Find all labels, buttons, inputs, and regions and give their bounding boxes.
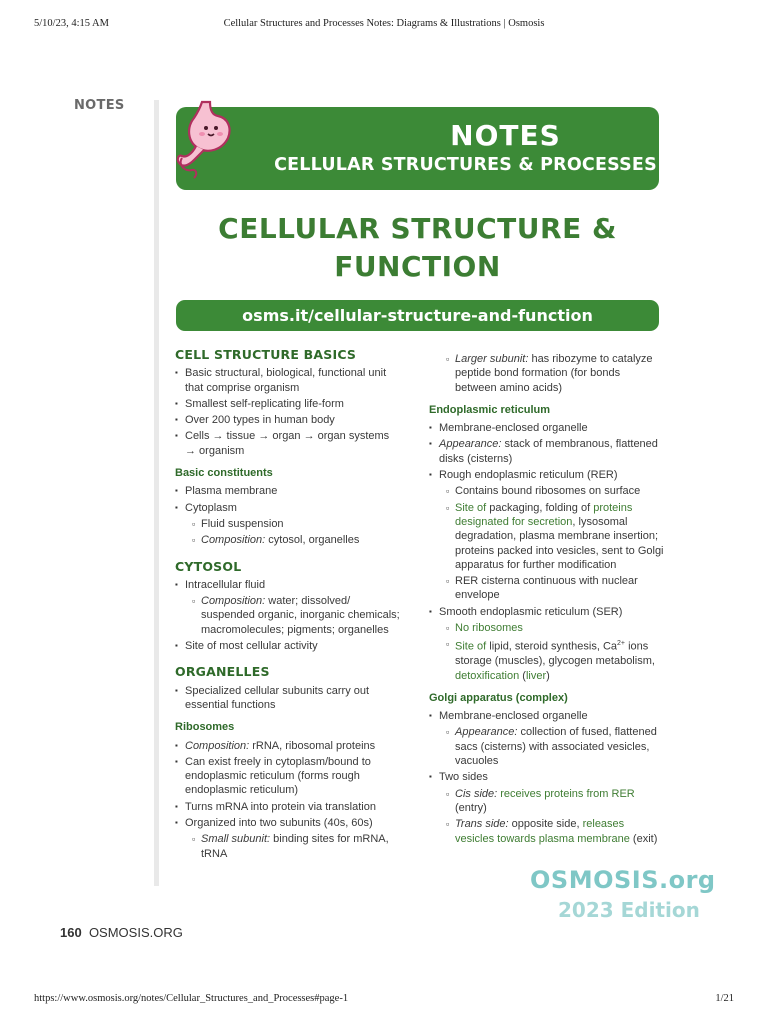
topic-link[interactable]: osms.it/cellular-structure-and-function xyxy=(176,300,659,331)
notes-banner xyxy=(176,107,659,190)
label-composition: Composition: xyxy=(201,534,266,547)
print-url: https://www.osmosis.org/notes/Cellular_Structures_and_Processes#page-1 xyxy=(34,993,349,1004)
banner-title: NOTES xyxy=(450,119,561,152)
side-notes-label: NOTES xyxy=(74,98,125,113)
sub-list-item: ▫ Cis side: receives proteins from RER (entry) xyxy=(429,787,664,816)
heading-basic-constituents: Basic constituents xyxy=(175,467,273,480)
heading-cytosol: CYTOSOL xyxy=(175,558,242,574)
footer-site: OSMOSIS.ORG xyxy=(88,925,183,940)
left-column xyxy=(175,348,400,863)
list-item: ▪ Rough endoplasmic reticulum (RER) xyxy=(429,468,664,482)
print-pager: 1/21 xyxy=(715,993,734,1004)
sub-list-item: ▫ No ribosomes xyxy=(429,621,664,635)
sub-list-item: ▫ Trans side: opposite side, releases vesicles towards plasma membrane (exit) xyxy=(429,817,664,846)
page-title-line1: CELLULAR STRUCTURE & xyxy=(218,212,617,245)
heading-ribosomes: Ribosomes xyxy=(175,721,235,734)
list-item: ▪ Can exist freely in cytoplasm/bound to endoplasmic reticulum (forms rough endoplasmic reticulum) xyxy=(175,755,400,798)
page-number: 160 xyxy=(60,925,82,940)
sub-list-item: ▫ RER cisterna continuous with nuclear envelope xyxy=(429,574,664,603)
watermark-edition: 2023 Edition xyxy=(558,898,700,922)
list-item: ▪ Composition: rRNA, ribosomal proteins xyxy=(175,739,400,753)
sub-list-item: ▫ Small subunit: binding sites for mRNA, tRNA xyxy=(175,832,400,861)
osmosis-watermark xyxy=(524,866,716,926)
page-title xyxy=(176,210,659,286)
sub-list-item: ▫ Composition: water; dissolved/ suspended organic, inorganic chemicals; macromolecules; pigments; organelles xyxy=(175,594,400,637)
browser-footer xyxy=(34,993,734,1007)
list-item: ▪ Organized into two subunits (40s, 60s) xyxy=(175,816,400,830)
banner-subtitle: CELLULAR STRUCTURES & PROCESSES xyxy=(274,155,657,175)
sub-list-item: ▫ Site of lipid, steroid synthesis, $Ca^{2+}$ ions storage (muscles), glycogen metabolism, detoxification (liver) xyxy=(429,637,664,683)
list-item: ▪ Membrane-enclosed organelle xyxy=(429,709,664,723)
list-item: ▪ Appearance: stack of membranous, flattened disks (cisterns) xyxy=(429,437,664,466)
list-item: ▪ Basic structural, biological, functional unit that comprise organism xyxy=(175,366,400,395)
list-item: ▪ Plasma membrane xyxy=(175,484,400,498)
list-item: ▪ Cells → tissue → organ → organ systems → organism xyxy=(175,429,400,458)
watermark-brand: OSMOSIS.org xyxy=(530,866,716,894)
list-item: ▪ Cytoplasm xyxy=(175,501,400,515)
sub-list-item: ▫ Composition: cytosol, organelles xyxy=(175,533,400,547)
print-datetime: 5/10/23, 4:15 AM xyxy=(34,18,109,29)
list-item: ▪ Turns mRNA into protein via translation xyxy=(175,800,400,814)
heading-endoplasmic-reticulum: Endoplasmic reticulum xyxy=(429,403,551,416)
sub-list-item: ▫ Contains bound ribosomes on surface xyxy=(429,484,664,498)
list-item: ▪ Over 200 types in human body xyxy=(175,413,400,427)
sub-list-item: ▫ Larger subunit: has ribozyme to catalyze peptide bond formation (for bonds between amino acids) xyxy=(429,352,664,395)
list-item: ▪ Intracellular fluid xyxy=(175,578,400,592)
heading-organelles: ORGANELLES xyxy=(175,664,270,680)
list-item: ▪ Two sides xyxy=(429,770,664,784)
stomach-mascot-icon xyxy=(172,98,236,182)
right-column xyxy=(429,352,664,848)
page-title-line2: FUNCTION xyxy=(334,250,501,283)
list-item: ▪ Membrane-enclosed organelle xyxy=(429,421,664,435)
page-footer xyxy=(60,925,183,940)
heading-cell-structure-basics: CELL STRUCTURE BASICS xyxy=(175,347,357,362)
sub-list-item: ▫ Fluid suspension xyxy=(175,517,400,531)
list-item: ▪ Specialized cellular subunits carry out essential functions xyxy=(175,684,400,713)
list-item: ▪ Smallest self-replicating life-form xyxy=(175,397,400,411)
sub-list-item: ▫ Appearance: collection of fused, flattened sacs (cisterns) with associated vesicles, vacuoles xyxy=(429,725,664,768)
list-item: ▪ Smooth endoplasmic reticulum (SER) xyxy=(429,605,664,619)
list-item: ▪ Site of most cellular activity xyxy=(175,639,400,653)
sub-list-item: ▫ Site of packaging, folding of proteins designated for secretion, lysosomal degradation, plasma membrane insertion; proteins packed into vesicles, sent to Golgi apparatus for further modification xyxy=(429,501,664,572)
print-page-title: Cellular Structures and Processes Notes: Diagrams & Illustrations | Osmosis xyxy=(223,18,545,29)
browser-header xyxy=(34,18,734,32)
heading-golgi-apparatus: Golgi apparatus (complex) xyxy=(429,691,568,704)
side-divider xyxy=(154,100,159,886)
